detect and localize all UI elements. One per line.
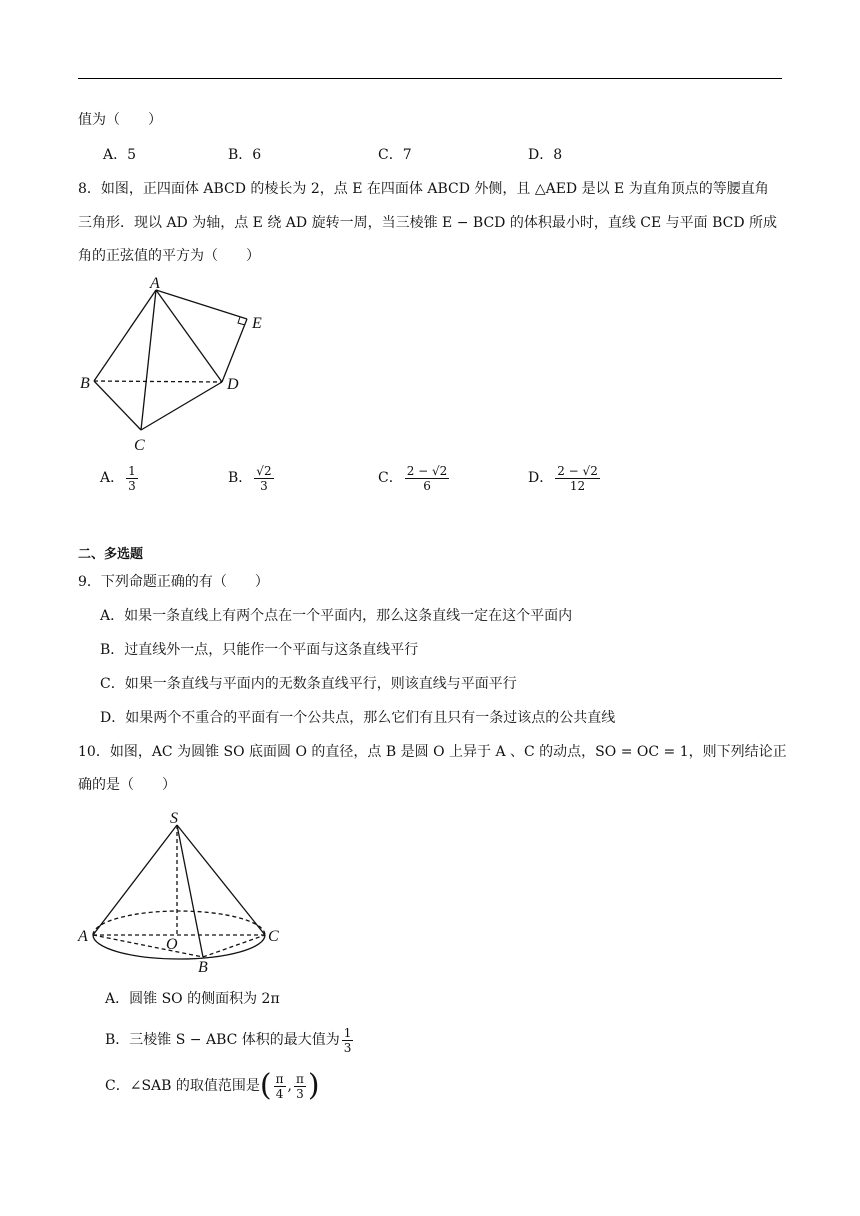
q7-option-b[interactable]	[228, 145, 261, 165]
edge-ae	[156, 290, 247, 319]
edge-cd	[141, 382, 222, 430]
q7-option-c[interactable]	[378, 145, 412, 165]
q9-stem: 9．下列命题正确的有（ ）	[78, 574, 269, 590]
fraction	[405, 464, 450, 493]
q7-option-d[interactable]	[528, 145, 562, 165]
option-value: 7	[402, 147, 412, 163]
open-paren: (	[259, 1068, 272, 1103]
q9-option-c[interactable]	[100, 674, 517, 694]
q9-option-d[interactable]	[100, 708, 615, 728]
fraction-den: 6	[423, 478, 431, 493]
base-front-arc	[93, 935, 265, 959]
base-back-arc	[93, 911, 265, 935]
label-a: A	[150, 275, 160, 292]
q7-tail-text: 值为（ ）	[78, 112, 162, 128]
option-letter: B．	[105, 1032, 130, 1048]
fraction	[342, 1026, 354, 1055]
fraction-den: 3	[296, 1086, 304, 1101]
q9-option-b[interactable]	[100, 640, 418, 660]
option-letter: D．	[528, 470, 554, 486]
q8-stem-line1	[78, 179, 769, 199]
q8-stem-line3: 角的正弦值的平方为（ ）	[78, 248, 260, 264]
option-letter: C．	[100, 676, 125, 692]
close-paren: )	[307, 1068, 320, 1103]
edge-ad	[156, 290, 222, 382]
edge-bd-hidden	[94, 381, 222, 382]
option-letter: A．	[100, 470, 125, 486]
label-c: C	[134, 437, 145, 454]
label-s: S	[170, 810, 178, 827]
header-rule	[78, 78, 782, 79]
option-text: 过直线外一点，只能作一个平面与这条直线平行	[124, 642, 419, 658]
option-text: 三棱锥 S − ABC 体积的最大值为	[129, 1032, 340, 1048]
option-letter: B．	[228, 147, 253, 163]
option-letter: C．	[105, 1078, 130, 1094]
q10-stem-line2: 确的是（ ）	[78, 777, 176, 793]
q8-option-a[interactable]	[100, 460, 140, 496]
option-value: 8	[553, 147, 563, 163]
option-value: 6	[252, 147, 262, 163]
label-o: O	[166, 936, 178, 953]
option-text: 圆锥 SO 的侧面积为 2π	[129, 991, 280, 1007]
edge-ed	[222, 319, 247, 382]
option-letter: B．	[228, 470, 253, 486]
option-letter: B．	[100, 642, 125, 658]
option-letter: D．	[100, 710, 126, 726]
fraction-den: 3	[260, 478, 268, 493]
q8-option-c[interactable]	[378, 460, 451, 496]
q7-option-a[interactable]	[103, 145, 136, 165]
fraction-num: 2 − √2	[406, 463, 448, 478]
edge-sa	[93, 825, 177, 935]
question-number: 8．	[78, 181, 101, 197]
separator: ,	[287, 1078, 292, 1094]
label-e: E	[252, 315, 262, 332]
q8-option-b[interactable]	[228, 460, 276, 496]
q10-option-a[interactable]	[105, 989, 280, 1009]
q8-stem-line2: 三角形．现以 AD 为轴，点 E 绕 AD 旋转一周，当三棱锥 E − BCD 的体积最小时，直线 CE 与平面 BCD 所成	[78, 215, 778, 231]
label-a: A	[78, 928, 88, 945]
fraction-num: √2	[256, 463, 272, 478]
option-letter: C．	[378, 147, 403, 163]
fraction-den: 12	[569, 478, 586, 493]
option-letter: C．	[378, 470, 403, 486]
option-text: 如果两个不重合的平面有一个公共点，那么它们有且只有一条过该点的公共直线	[125, 710, 616, 726]
fraction	[555, 464, 600, 493]
option-letter: D．	[528, 147, 554, 163]
fraction-num: 1	[128, 463, 136, 478]
fraction	[254, 464, 273, 493]
q10-option-b[interactable]	[105, 1022, 355, 1058]
edge-sc	[177, 825, 265, 935]
label-b: B	[80, 375, 90, 392]
q9-option-a[interactable]	[100, 606, 572, 626]
fraction-den: 4	[275, 1086, 284, 1101]
fraction	[274, 1072, 286, 1101]
option-text: ∠SAB 的取值范围是	[129, 1078, 260, 1094]
fraction-den: 3	[128, 478, 136, 493]
option-text: 如果一条直线与平面内的无数条直线平行，则该直线与平面平行	[124, 676, 517, 692]
edge-sb	[177, 825, 203, 957]
section-heading: 二、多选题	[78, 547, 144, 562]
option-letter: A．	[100, 608, 125, 624]
fraction-den: 3	[343, 1040, 352, 1055]
option-letter: A．	[103, 147, 128, 163]
fraction-num: 1	[343, 1025, 352, 1040]
q10-option-c[interactable]	[105, 1066, 320, 1106]
label-b: B	[198, 959, 208, 976]
cone-figure	[72, 805, 292, 980]
option-value: 5	[127, 147, 137, 163]
label-c: C	[268, 928, 279, 945]
edge-ab	[94, 290, 156, 381]
fraction-num: π	[295, 1071, 304, 1086]
q10-stem-line1: 10．如图，AC 为圆锥 SO 底面圆 O 的直径，点 B 是圆 O 上异于 A 、C 的动点，SO = OC = 1，则下列结论正	[78, 744, 787, 760]
q8-option-d[interactable]	[528, 460, 602, 496]
label-d: D	[227, 376, 239, 393]
fraction-num: π	[275, 1071, 284, 1086]
option-text: 如果一条直线上有两个点在一个平面内，那么这条直线一定在这个平面内	[124, 608, 573, 624]
fraction-num: 2 − √2	[557, 463, 598, 478]
option-letter: A．	[105, 991, 130, 1007]
fraction	[126, 464, 138, 493]
fraction	[294, 1072, 306, 1101]
tetrahedron-figure	[72, 272, 282, 457]
q8-line1-text: 如图，正四面体 ABCD 的棱长为 2，点 E 在四面体 ABCD 外侧，且 △AED 是以 E 为直角顶点的等腰直角	[100, 181, 769, 197]
chord-ab	[93, 935, 203, 957]
edge-bc	[94, 381, 141, 430]
edge-ac	[141, 290, 156, 430]
